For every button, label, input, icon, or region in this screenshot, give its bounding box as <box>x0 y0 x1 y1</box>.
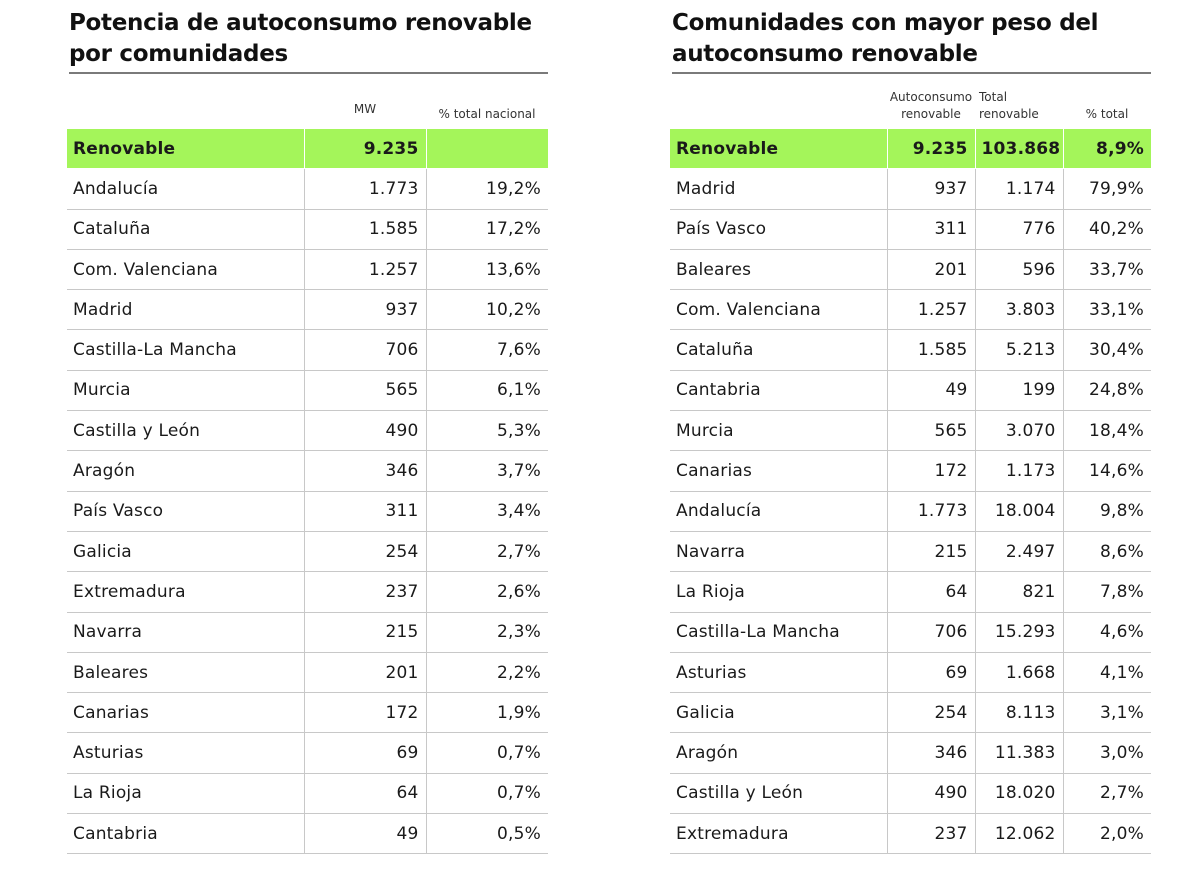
left-table-row <box>67 612 548 652</box>
right-cell-pct: 4,1% <box>1063 652 1151 692</box>
right-cell-auto: 215 <box>887 531 975 571</box>
left-cell-name: Cataluña <box>67 209 304 249</box>
left-table-row <box>67 370 548 410</box>
left-table-row <box>67 572 548 612</box>
left-cell-name: Cantabria <box>67 814 304 854</box>
right-table-row <box>670 814 1151 854</box>
right-cell-auto: 937 <box>887 169 975 209</box>
left-cell-name: Canarias <box>67 693 304 733</box>
left-header-pct: % total nacional <box>438 107 536 121</box>
left-cell-mw: 937 <box>304 290 426 330</box>
right-cell-pct: 24,8% <box>1063 370 1151 410</box>
left-table-row <box>67 773 548 813</box>
right-cell-auto: 565 <box>887 411 975 451</box>
right-header-row <box>670 74 1151 129</box>
left-table-row <box>67 411 548 451</box>
left-header-mw: MW <box>353 102 377 116</box>
right-table-row <box>670 693 1151 733</box>
right-cell-pct: 18,4% <box>1063 411 1151 451</box>
left-cell-mw: 215 <box>304 612 426 652</box>
right-cell-pct: 33,7% <box>1063 249 1151 289</box>
left-cell-pct: 0,7% <box>426 733 548 773</box>
right-cell-name: Murcia <box>670 411 887 451</box>
right-cell-name: Madrid <box>670 169 887 209</box>
left-cell-pct: 2,2% <box>426 652 548 692</box>
right-cell-name: Com. Valenciana <box>670 290 887 330</box>
left-cell-name: Navarra <box>67 612 304 652</box>
right-cell-tot: 18.004 <box>975 491 1063 531</box>
left-cell-pct: 5,3% <box>426 411 548 451</box>
left-cell-mw: 311 <box>304 491 426 531</box>
right-header-region <box>670 74 887 129</box>
right-cell-tot: 5.213 <box>975 330 1063 370</box>
right-cell-pct: 8,6% <box>1063 531 1151 571</box>
right-cell-tot: 3.070 <box>975 411 1063 451</box>
left-panel <box>67 8 548 854</box>
right-cell-name: Castilla y León <box>670 773 887 813</box>
right-header-total: Total renovable <box>979 90 1039 121</box>
left-table-row <box>67 693 548 733</box>
left-cell-pct: 13,6% <box>426 249 548 289</box>
left-cell-pct: 7,6% <box>426 330 548 370</box>
left-header-region <box>67 74 304 129</box>
right-cell-tot: 1.174 <box>975 169 1063 209</box>
right-cell-tot: 1.668 <box>975 652 1063 692</box>
right-table-body <box>670 129 1151 854</box>
left-table-row <box>67 814 548 854</box>
right-cell-auto: 201 <box>887 249 975 289</box>
right-cell-name: Andalucía <box>670 491 887 531</box>
right-cell-pct: 9,8% <box>1063 491 1151 531</box>
right-cell-tot: 2.497 <box>975 531 1063 571</box>
left-total-row <box>67 129 548 169</box>
left-cell-name: Murcia <box>67 370 304 410</box>
left-cell-name: La Rioja <box>67 773 304 813</box>
right-cell-name: Canarias <box>670 451 887 491</box>
left-cell-mw: 346 <box>304 451 426 491</box>
left-cell-name: Asturias <box>67 733 304 773</box>
left-cell-mw: 201 <box>304 652 426 692</box>
right-cell-tot: 199 <box>975 370 1063 410</box>
left-cell-pct: 6,1% <box>426 370 548 410</box>
right-table-row <box>670 773 1151 813</box>
right-total-name: Renovable <box>670 129 887 169</box>
right-cell-name: Baleares <box>670 249 887 289</box>
right-cell-pct: 2,0% <box>1063 814 1151 854</box>
right-table-row <box>670 370 1151 410</box>
right-cell-auto: 69 <box>887 652 975 692</box>
right-cell-auto: 490 <box>887 773 975 813</box>
left-cell-name: Baleares <box>67 652 304 692</box>
right-panel <box>670 8 1151 854</box>
left-table-row <box>67 249 548 289</box>
left-table-row <box>67 290 548 330</box>
right-total-row <box>670 129 1151 169</box>
left-cell-pct: 0,5% <box>426 814 548 854</box>
left-cell-mw: 1.257 <box>304 249 426 289</box>
right-total-pct: 8,9% <box>1063 129 1151 169</box>
left-cell-name: Galicia <box>67 531 304 571</box>
right-cell-name: Aragón <box>670 733 887 773</box>
right-table-row <box>670 652 1151 692</box>
right-cell-auto: 1.773 <box>887 491 975 531</box>
right-cell-auto: 1.257 <box>887 290 975 330</box>
left-table-row <box>67 451 548 491</box>
right-table-row <box>670 491 1151 531</box>
left-cell-mw: 49 <box>304 814 426 854</box>
right-cell-auto: 706 <box>887 612 975 652</box>
left-cell-name: País Vasco <box>67 491 304 531</box>
right-cell-pct: 30,4% <box>1063 330 1151 370</box>
left-table-row <box>67 169 548 209</box>
left-cell-mw: 237 <box>304 572 426 612</box>
left-table-row <box>67 491 548 531</box>
left-cell-pct: 19,2% <box>426 169 548 209</box>
right-cell-tot: 15.293 <box>975 612 1063 652</box>
left-cell-mw: 172 <box>304 693 426 733</box>
right-cell-tot: 821 <box>975 572 1063 612</box>
right-cell-pct: 2,7% <box>1063 773 1151 813</box>
right-cell-auto: 49 <box>887 370 975 410</box>
left-cell-mw: 1.585 <box>304 209 426 249</box>
left-table-row <box>67 209 548 249</box>
right-table-title: Comunidades con mayor peso del autoconsumo renovable <box>672 8 1151 74</box>
right-cell-tot: 596 <box>975 249 1063 289</box>
right-table-row <box>670 290 1151 330</box>
left-cell-name: Andalucía <box>67 169 304 209</box>
right-cell-name: Asturias <box>670 652 887 692</box>
right-table-row <box>670 169 1151 209</box>
left-cell-pct: 17,2% <box>426 209 548 249</box>
right-table-row <box>670 451 1151 491</box>
left-cell-name: Madrid <box>67 290 304 330</box>
right-cell-tot: 18.020 <box>975 773 1063 813</box>
right-cell-tot: 12.062 <box>975 814 1063 854</box>
right-cell-auto: 64 <box>887 572 975 612</box>
left-cell-pct: 0,7% <box>426 773 548 813</box>
right-table-row <box>670 411 1151 451</box>
left-cell-pct: 3,7% <box>426 451 548 491</box>
right-table-row <box>670 531 1151 571</box>
left-total-name: Renovable <box>67 129 304 169</box>
left-header-row <box>67 74 548 129</box>
right-table-row <box>670 249 1151 289</box>
right-cell-tot: 8.113 <box>975 693 1063 733</box>
right-cell-name: Extremadura <box>670 814 887 854</box>
right-total-tot: 103.868 <box>975 129 1063 169</box>
right-cell-name: Cantabria <box>670 370 887 410</box>
left-cell-pct: 1,9% <box>426 693 548 733</box>
right-cell-pct: 79,9% <box>1063 169 1151 209</box>
left-cell-mw: 706 <box>304 330 426 370</box>
right-cell-pct: 40,2% <box>1063 209 1151 249</box>
left-cell-name: Aragón <box>67 451 304 491</box>
left-table <box>67 74 548 854</box>
right-cell-tot: 776 <box>975 209 1063 249</box>
right-cell-tot: 1.173 <box>975 451 1063 491</box>
right-table-row <box>670 733 1151 773</box>
left-cell-name: Castilla-La Mancha <box>67 330 304 370</box>
left-cell-pct: 2,3% <box>426 612 548 652</box>
left-cell-mw: 64 <box>304 773 426 813</box>
right-header-pct: % total <box>1085 107 1129 121</box>
left-cell-mw: 490 <box>304 411 426 451</box>
right-cell-pct: 3,0% <box>1063 733 1151 773</box>
right-total-auto: 9.235 <box>887 129 975 169</box>
right-cell-auto: 1.585 <box>887 330 975 370</box>
right-cell-name: La Rioja <box>670 572 887 612</box>
left-cell-mw: 565 <box>304 370 426 410</box>
right-header-auto: Autoconsumo renovable <box>889 90 973 121</box>
right-cell-pct: 14,6% <box>1063 451 1151 491</box>
left-table-row <box>67 733 548 773</box>
left-cell-mw: 1.773 <box>304 169 426 209</box>
right-cell-name: Cataluña <box>670 330 887 370</box>
left-table-body <box>67 129 548 854</box>
left-table-row <box>67 652 548 692</box>
left-table-row <box>67 531 548 571</box>
right-cell-auto: 172 <box>887 451 975 491</box>
left-cell-pct: 3,4% <box>426 491 548 531</box>
left-cell-name: Extremadura <box>67 572 304 612</box>
right-table-row <box>670 612 1151 652</box>
left-cell-name: Castilla y León <box>67 411 304 451</box>
right-table-row <box>670 209 1151 249</box>
right-cell-name: País Vasco <box>670 209 887 249</box>
left-cell-mw: 69 <box>304 733 426 773</box>
right-cell-auto: 346 <box>887 733 975 773</box>
left-total-pct <box>426 129 548 169</box>
left-cell-pct: 2,6% <box>426 572 548 612</box>
right-cell-auto: 237 <box>887 814 975 854</box>
right-cell-pct: 3,1% <box>1063 693 1151 733</box>
left-cell-pct: 10,2% <box>426 290 548 330</box>
right-cell-name: Galicia <box>670 693 887 733</box>
right-cell-auto: 254 <box>887 693 975 733</box>
right-cell-name: Navarra <box>670 531 887 571</box>
right-cell-pct: 7,8% <box>1063 572 1151 612</box>
right-table-row <box>670 330 1151 370</box>
left-total-mw: 9.235 <box>304 129 426 169</box>
right-table <box>670 74 1151 854</box>
left-cell-mw: 254 <box>304 531 426 571</box>
right-cell-pct: 33,1% <box>1063 290 1151 330</box>
right-cell-tot: 11.383 <box>975 733 1063 773</box>
right-cell-auto: 311 <box>887 209 975 249</box>
right-table-row <box>670 572 1151 612</box>
left-cell-name: Com. Valenciana <box>67 249 304 289</box>
left-table-row <box>67 330 548 370</box>
left-table-title: Potencia de autoconsumo renovable por comunidades <box>69 8 548 74</box>
left-cell-pct: 2,7% <box>426 531 548 571</box>
right-cell-name: Castilla-La Mancha <box>670 612 887 652</box>
right-cell-pct: 4,6% <box>1063 612 1151 652</box>
right-cell-tot: 3.803 <box>975 290 1063 330</box>
